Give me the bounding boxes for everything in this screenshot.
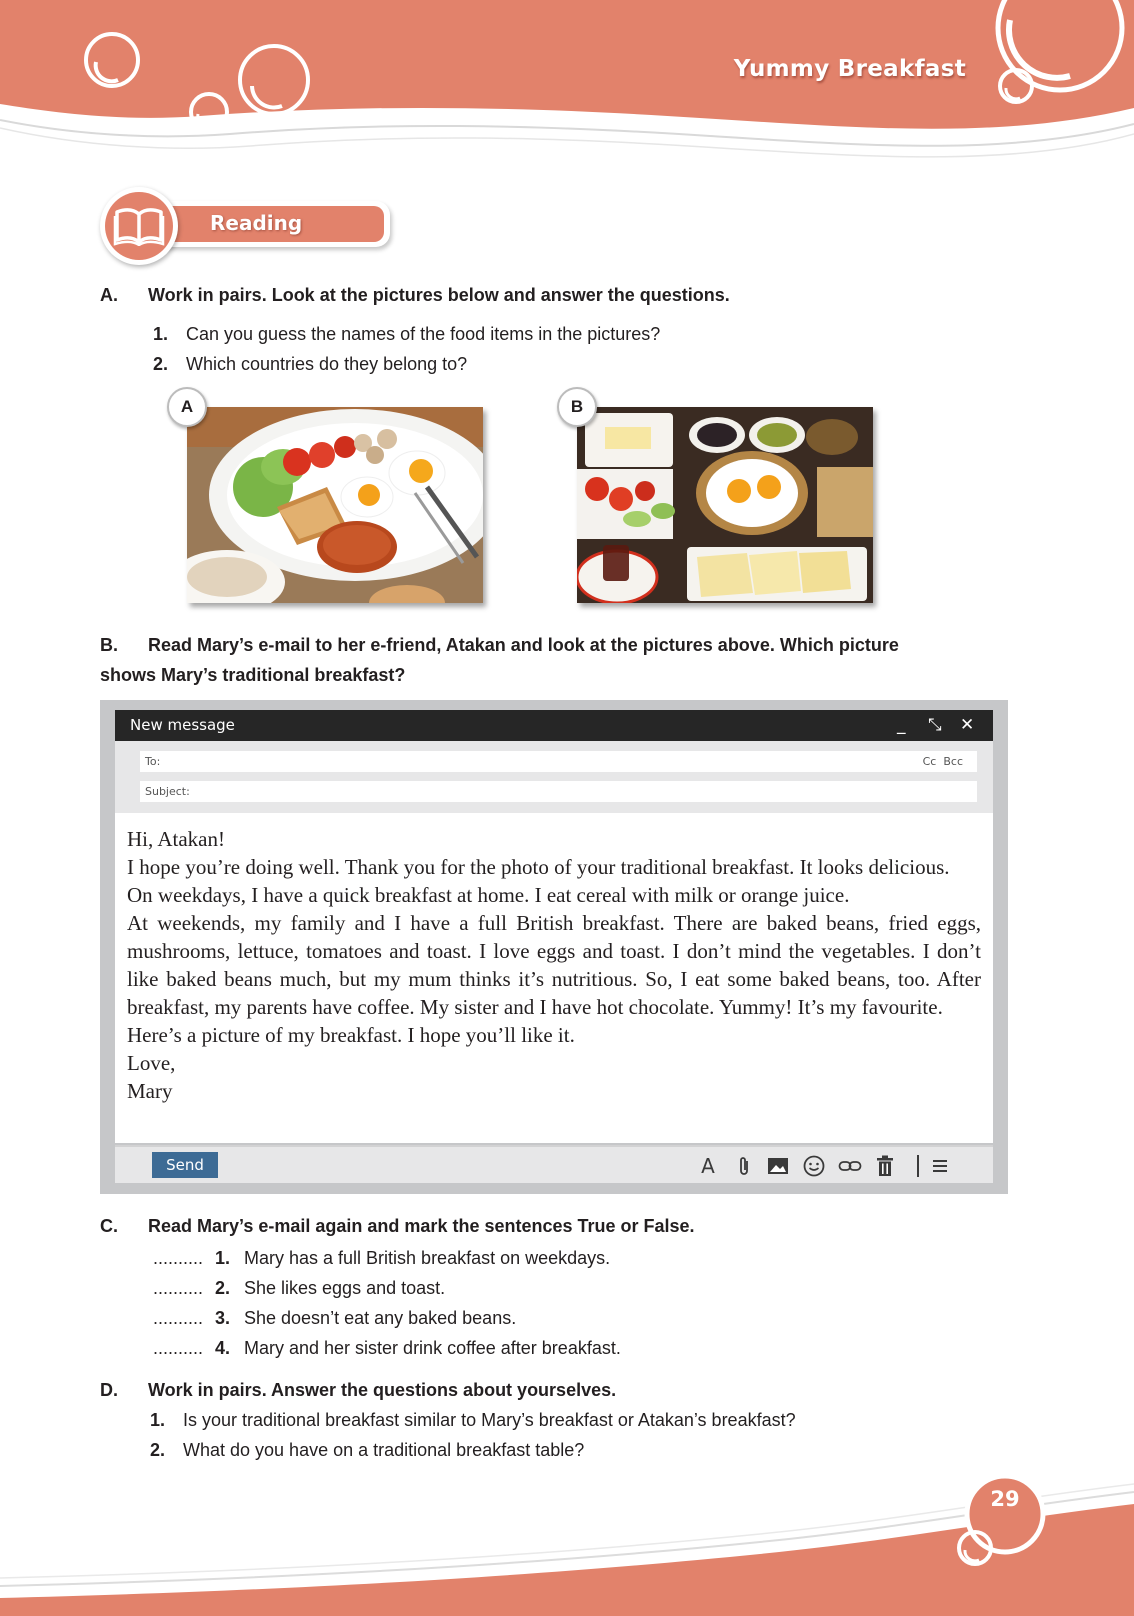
link-icon[interactable]	[837, 1153, 863, 1179]
answer-blank[interactable]: ..........	[153, 1308, 204, 1328]
subject-label: Subject:	[145, 785, 190, 798]
section-d-heading	[100, 1375, 616, 1405]
minimize-icon[interactable]: _	[897, 715, 906, 735]
answer-blank[interactable]: ..........	[153, 1278, 204, 1298]
email-window	[100, 700, 1008, 1194]
reading-section-badge	[100, 187, 400, 267]
email-header-panel	[115, 741, 993, 813]
emoji-icon[interactable]	[801, 1153, 827, 1179]
open-book-icon	[113, 206, 165, 246]
email-window-title: New message	[130, 716, 235, 734]
section-c-heading	[100, 1211, 695, 1241]
reading-label: Reading	[210, 211, 303, 235]
email-paragraph: Here’s a picture of my breakfast. I hope you’ll like it.	[127, 1023, 575, 1047]
section-d-question: 1. Is your traditional breakfast similar to Mary’s breakfast or Atakan’s breakfast?	[150, 1410, 796, 1430]
photo-label-b: B	[557, 387, 597, 427]
section-b-instruction-line1: Read Mary’s e-mail to her e-friend, Atakan and look at the pictures above. Which picture	[148, 635, 899, 655]
trash-icon[interactable]	[872, 1153, 898, 1179]
email-toolbar	[115, 1145, 993, 1183]
section-d-question: 2. What do you have on a traditional breakfast table?	[150, 1440, 585, 1460]
email-paragraph: On weekdays, I have a quick breakfast at home. I eat cereal with milk or orange juice.	[127, 883, 850, 907]
section-a-instruction: Work in pairs. Look at the pictures below and answer the questions.	[148, 285, 730, 305]
true-false-item: .......... 3. She doesn’t eat any baked beans.	[153, 1308, 517, 1328]
answer-blank[interactable]: ..........	[153, 1338, 204, 1358]
section-letter: D.	[100, 1380, 118, 1400]
more-options-icon[interactable]	[927, 1153, 953, 1179]
insert-image-icon[interactable]	[765, 1153, 791, 1179]
email-closing: Love,	[127, 1051, 176, 1075]
section-c-instruction: Read Mary’s e-mail again and mark the sentences True or False.	[148, 1216, 695, 1236]
expand-icon[interactable]: ⤡	[928, 715, 942, 735]
photo-full-british-breakfast	[187, 407, 483, 603]
section-b-instruction-line2: shows Mary’s traditional breakfast?	[100, 665, 406, 685]
true-false-item: .......... 4. Mary and her sister drink coffee after breakfast.	[153, 1338, 621, 1358]
photo-turkish-breakfast	[577, 407, 873, 603]
email-paragraph: I hope you’re doing well. Thank you for the photo of your traditional breakfast. It looks delicious.	[127, 855, 950, 879]
format-text-icon[interactable]: A	[701, 1154, 715, 1178]
attachment-icon[interactable]	[731, 1153, 757, 1179]
to-label: To:	[145, 755, 161, 768]
close-icon[interactable]: ✕	[960, 715, 975, 735]
send-button[interactable]: Send	[152, 1152, 218, 1178]
email-greeting: Hi, Atakan!	[127, 827, 225, 851]
email-paragraph: At weekends, my family and I have a full British breakfast. There are baked beans, fried eggs, mushrooms, lettuce, tomatoes and toast. I love eggs and toast. I don’t mind the vegetables. I don’t like baked beans much, but my mum thinks it’s nutritious. So, I eat some baked beans, too. After breakfast, my parents have coffee. My sister and I have hot chocolate. Yummy! It’s my favourite.	[127, 911, 981, 1019]
section-letter: B.	[100, 635, 118, 655]
answer-blank[interactable]: ..........	[153, 1248, 204, 1268]
photo-label-a: A	[167, 387, 207, 427]
email-body[interactable]	[115, 813, 993, 1143]
cc-button[interactable]: Cc	[922, 755, 937, 768]
email-signature: Mary	[127, 1079, 173, 1103]
section-letter: C.	[100, 1216, 118, 1236]
section-b-heading	[100, 630, 1010, 660]
to-field[interactable]	[140, 751, 977, 772]
true-false-item: .......... 1. Mary has a full British breakfast on weekdays.	[153, 1248, 611, 1268]
section-letter: A.	[100, 285, 118, 305]
true-false-item: .......... 2. She likes eggs and toast.	[153, 1278, 446, 1298]
section-a-question: 2. Which countries do they belong to?	[153, 354, 468, 374]
email-title-bar	[115, 710, 993, 741]
section-d-instruction: Work in pairs. Answer the questions about yourselves.	[148, 1380, 617, 1400]
page-number: 29	[990, 1487, 1020, 1511]
bcc-button[interactable]: Bcc	[943, 755, 963, 768]
section-a-heading	[100, 280, 730, 310]
section-a-question: 1. Can you guess the names of the food items in the pictures?	[153, 324, 661, 344]
subject-field[interactable]	[140, 781, 977, 802]
header-banner	[0, 0, 1134, 175]
footer-banner	[0, 1470, 1134, 1616]
chapter-title: Yummy Breakfast	[733, 56, 966, 82]
